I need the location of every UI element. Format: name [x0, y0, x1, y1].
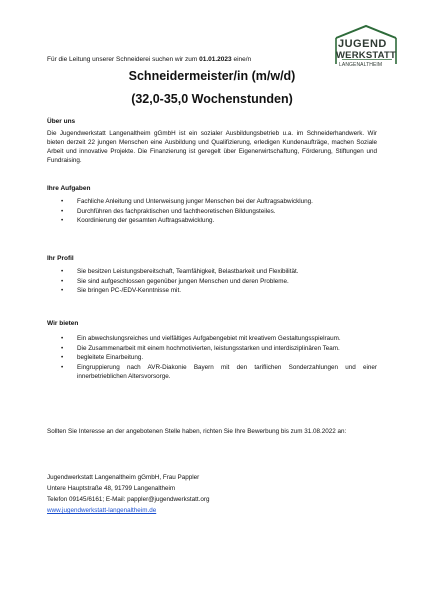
intro-suffix: eine/n — [231, 56, 252, 63]
website-link[interactable]: www.jugendwerkstatt-langenaltheim.de — [47, 507, 157, 514]
about-heading: Über uns — [47, 118, 76, 125]
list-item — [47, 353, 377, 362]
tasks-list — [47, 197, 377, 225]
offer-heading: Wir bieten — [47, 320, 79, 327]
bullet-icon: • — [61, 207, 64, 215]
offer-text: Die Zusammenarbeit mit einem hochmotivierten, leistungsstarken und interdisziplinären Team. — [77, 344, 340, 352]
bullet-icon: • — [61, 268, 64, 275]
logo-text-werkstatt: WERKSTATT — [336, 50, 397, 61]
profile-text: Sie bringen PC-/EDV-Kenntnisse mit. — [77, 287, 181, 294]
list-item — [47, 363, 377, 381]
bullet-icon: • — [61, 198, 64, 205]
list-item — [47, 197, 377, 206]
profile-text: Sie besitzen Leistungsbereitschaft, Teamfähigkeit, Belastbarkeit und Flexibilität. — [77, 268, 299, 275]
list-item — [47, 344, 377, 353]
offer-text: begleitete Einarbeitung. — [77, 354, 144, 361]
profile-list — [47, 267, 377, 295]
job-hours: (32,0-35,0 Wochenstunden) — [131, 92, 293, 106]
contact-block — [47, 472, 210, 516]
about-section — [47, 117, 377, 165]
bullet-icon: • — [61, 277, 64, 285]
start-date: 01.01.2023 — [199, 56, 232, 63]
contact-address: Untere Hauptstraße 48, 91799 Langenaltheim — [47, 485, 176, 492]
profile-heading: Ihr Profil — [47, 255, 74, 262]
offer-section — [47, 319, 377, 381]
bullet-icon: • — [61, 363, 64, 371]
contact-phone-email: Telefon 09145/6161; E-Mail: pappler@jugendwerkstatt.org — [47, 496, 210, 503]
offer-text: Ein abwechslungsreiches und vielfältiges Aufgabengebiet mit kreativem Gestaltungsspielraum. — [77, 335, 341, 342]
task-text: Koordinierung der gesamten Auftragsabwicklung. — [77, 217, 215, 224]
bullet-icon: • — [61, 335, 64, 342]
about-text: Die Jugendwerkstatt Langenaltheim gGmbH ist ein sozialer Ausbildungsbetrieb u.a. im Schneiderhandwerk. Wir bieten derzeit 22 jungen Menschen eine Ausbildung und Qualifizierung, erledigen Kundenaufträge, machen Soziale Arbeit und innovative Projekte. Die Finanzierung ist geregelt über Eigenerwirtschaftung, Förderung, Stiftungen und Fundraising. — [47, 130, 377, 164]
list-item — [47, 286, 377, 295]
profile-text: Sie sind aufgeschlossen gegenüber jungen Menschen und deren Probleme. — [77, 277, 289, 285]
bullet-icon: • — [61, 344, 64, 352]
task-text: Durchführen des fachpraktischen und fachtheoretischen Bildungsteiles. — [77, 207, 276, 215]
list-item — [47, 267, 377, 276]
intro-text: Für die Leitung unserer Schneiderei suchen wir zum — [47, 56, 200, 63]
job-title: Schneidermeister/in (m/w/d) — [128, 69, 296, 83]
offer-text: Eingruppierung nach AVR-Diakonie Bayern mit den tariflichen Sonderzahlungen und einer innerbetrieblichen Altersvorsorge. — [77, 363, 377, 380]
bullet-icon: • — [61, 217, 64, 224]
offer-list — [47, 334, 377, 381]
logo-text-location: LANGENALTHEIM — [339, 62, 383, 68]
closing-text: Sollten Sie Interesse an der angebotenen Stelle haben, richten Sie Ihre Bewerbung bis zum 31.08.2022 an: — [47, 428, 347, 435]
bullet-icon: • — [61, 354, 64, 361]
bullet-icon: • — [61, 287, 64, 294]
list-item — [47, 277, 377, 286]
contact-name: Jugendwerkstatt Langenaltheim gGmbH, Frau Pappler — [47, 474, 200, 481]
tasks-section — [47, 184, 377, 226]
profile-section — [47, 254, 377, 296]
list-item — [47, 334, 377, 343]
task-text: Fachliche Anleitung und Unterweisung junger Menschen bei der Auftragsabwicklung. — [77, 198, 313, 205]
intro-line — [47, 56, 251, 63]
tasks-heading: Ihre Aufgaben — [47, 185, 91, 192]
logo-text-jugend: JUGEND — [338, 38, 387, 50]
list-item — [47, 207, 377, 216]
list-item — [47, 216, 377, 225]
